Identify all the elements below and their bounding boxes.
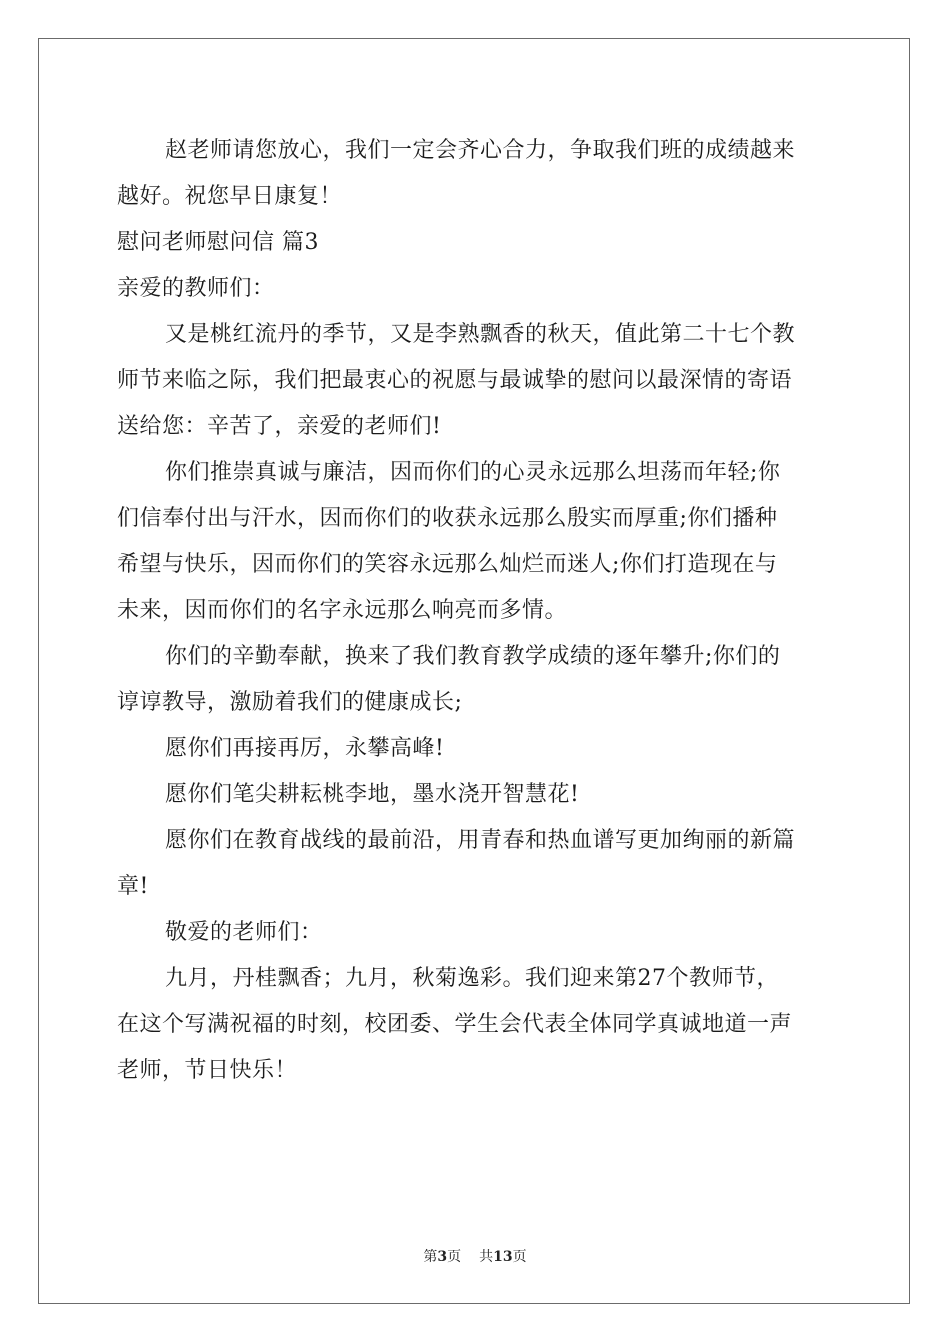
salutation: 亲爱的教师们： bbox=[117, 276, 275, 301]
text-line-6: 师节来临之际，我们把最衷心的祝愿与最诚挚的慰问以最深情的寄语 bbox=[117, 368, 793, 393]
text-line-10: 希望与快乐，因而你们的笑容永远那么灿烂而迷人;你们打造现在与 bbox=[117, 552, 778, 577]
text-line-11: 未来，因而你们的名字永远那么响亮而多情。 bbox=[117, 598, 568, 623]
text-line-1: 赵老师请您放心，我们一定会齐心合力，争取我们班的成绩越来 bbox=[165, 138, 796, 163]
text-line-19: 九月，丹桂飘香；九月，秋菊逸彩。我们迎来第27个教师节， bbox=[165, 966, 779, 991]
text-line-7: 送给您：辛苦了，亲爱的老师们! bbox=[117, 414, 442, 439]
text-line-13: 谆谆教导，激励着我们的健康成长; bbox=[117, 690, 463, 715]
text-line-12: 你们的辛勤奉献，换来了我们教育教学成绩的逐年攀升;你们的 bbox=[165, 644, 781, 669]
page-footer bbox=[0, 1246, 950, 1266]
text-line-17: 章! bbox=[117, 874, 149, 899]
footer-total-suffix: 页 bbox=[512, 1249, 527, 1265]
text-line-2: 越好。祝您早日康复！ bbox=[117, 184, 343, 209]
text-line-16: 愿你们在教育战线的最前沿，用青春和热血谱写更加绚丽的新篇 bbox=[165, 828, 796, 853]
footer-page-suffix: 页 bbox=[447, 1249, 462, 1265]
text-line-14: 愿你们再接再厉，永攀高峰! bbox=[165, 736, 445, 761]
footer-prefix: 第 bbox=[423, 1249, 438, 1265]
text-line-5: 又是桃红流丹的季节，又是李熟飘香的秋天，值此第二十七个教 bbox=[165, 322, 796, 347]
current-page-number: 3 bbox=[437, 1249, 448, 1265]
total-page-count: 13 bbox=[493, 1249, 513, 1265]
text-line-20: 在这个写满祝福的时刻，校团委、学生会代表全体同学真诚地道一声 bbox=[117, 1012, 793, 1037]
salutation-2: 敬爱的老师们： bbox=[165, 920, 323, 945]
text-line-9: 们信奉付出与汗水，因而你们的收获永远那么殷实而厚重;你们播种 bbox=[117, 506, 778, 531]
text-line-21: 老师，节日快乐！ bbox=[117, 1058, 298, 1083]
document-body bbox=[117, 128, 835, 1094]
text-line-15: 愿你们笔尖耕耘桃李地，墨水浇开智慧花! bbox=[165, 782, 580, 807]
section-heading: 慰问老师慰问信 篇3 bbox=[117, 230, 319, 255]
text-line-8: 你们推崇真诚与廉洁，因而你们的心灵永远那么坦荡而年轻;你 bbox=[165, 460, 781, 485]
footer-total-prefix: 共 bbox=[479, 1249, 494, 1265]
